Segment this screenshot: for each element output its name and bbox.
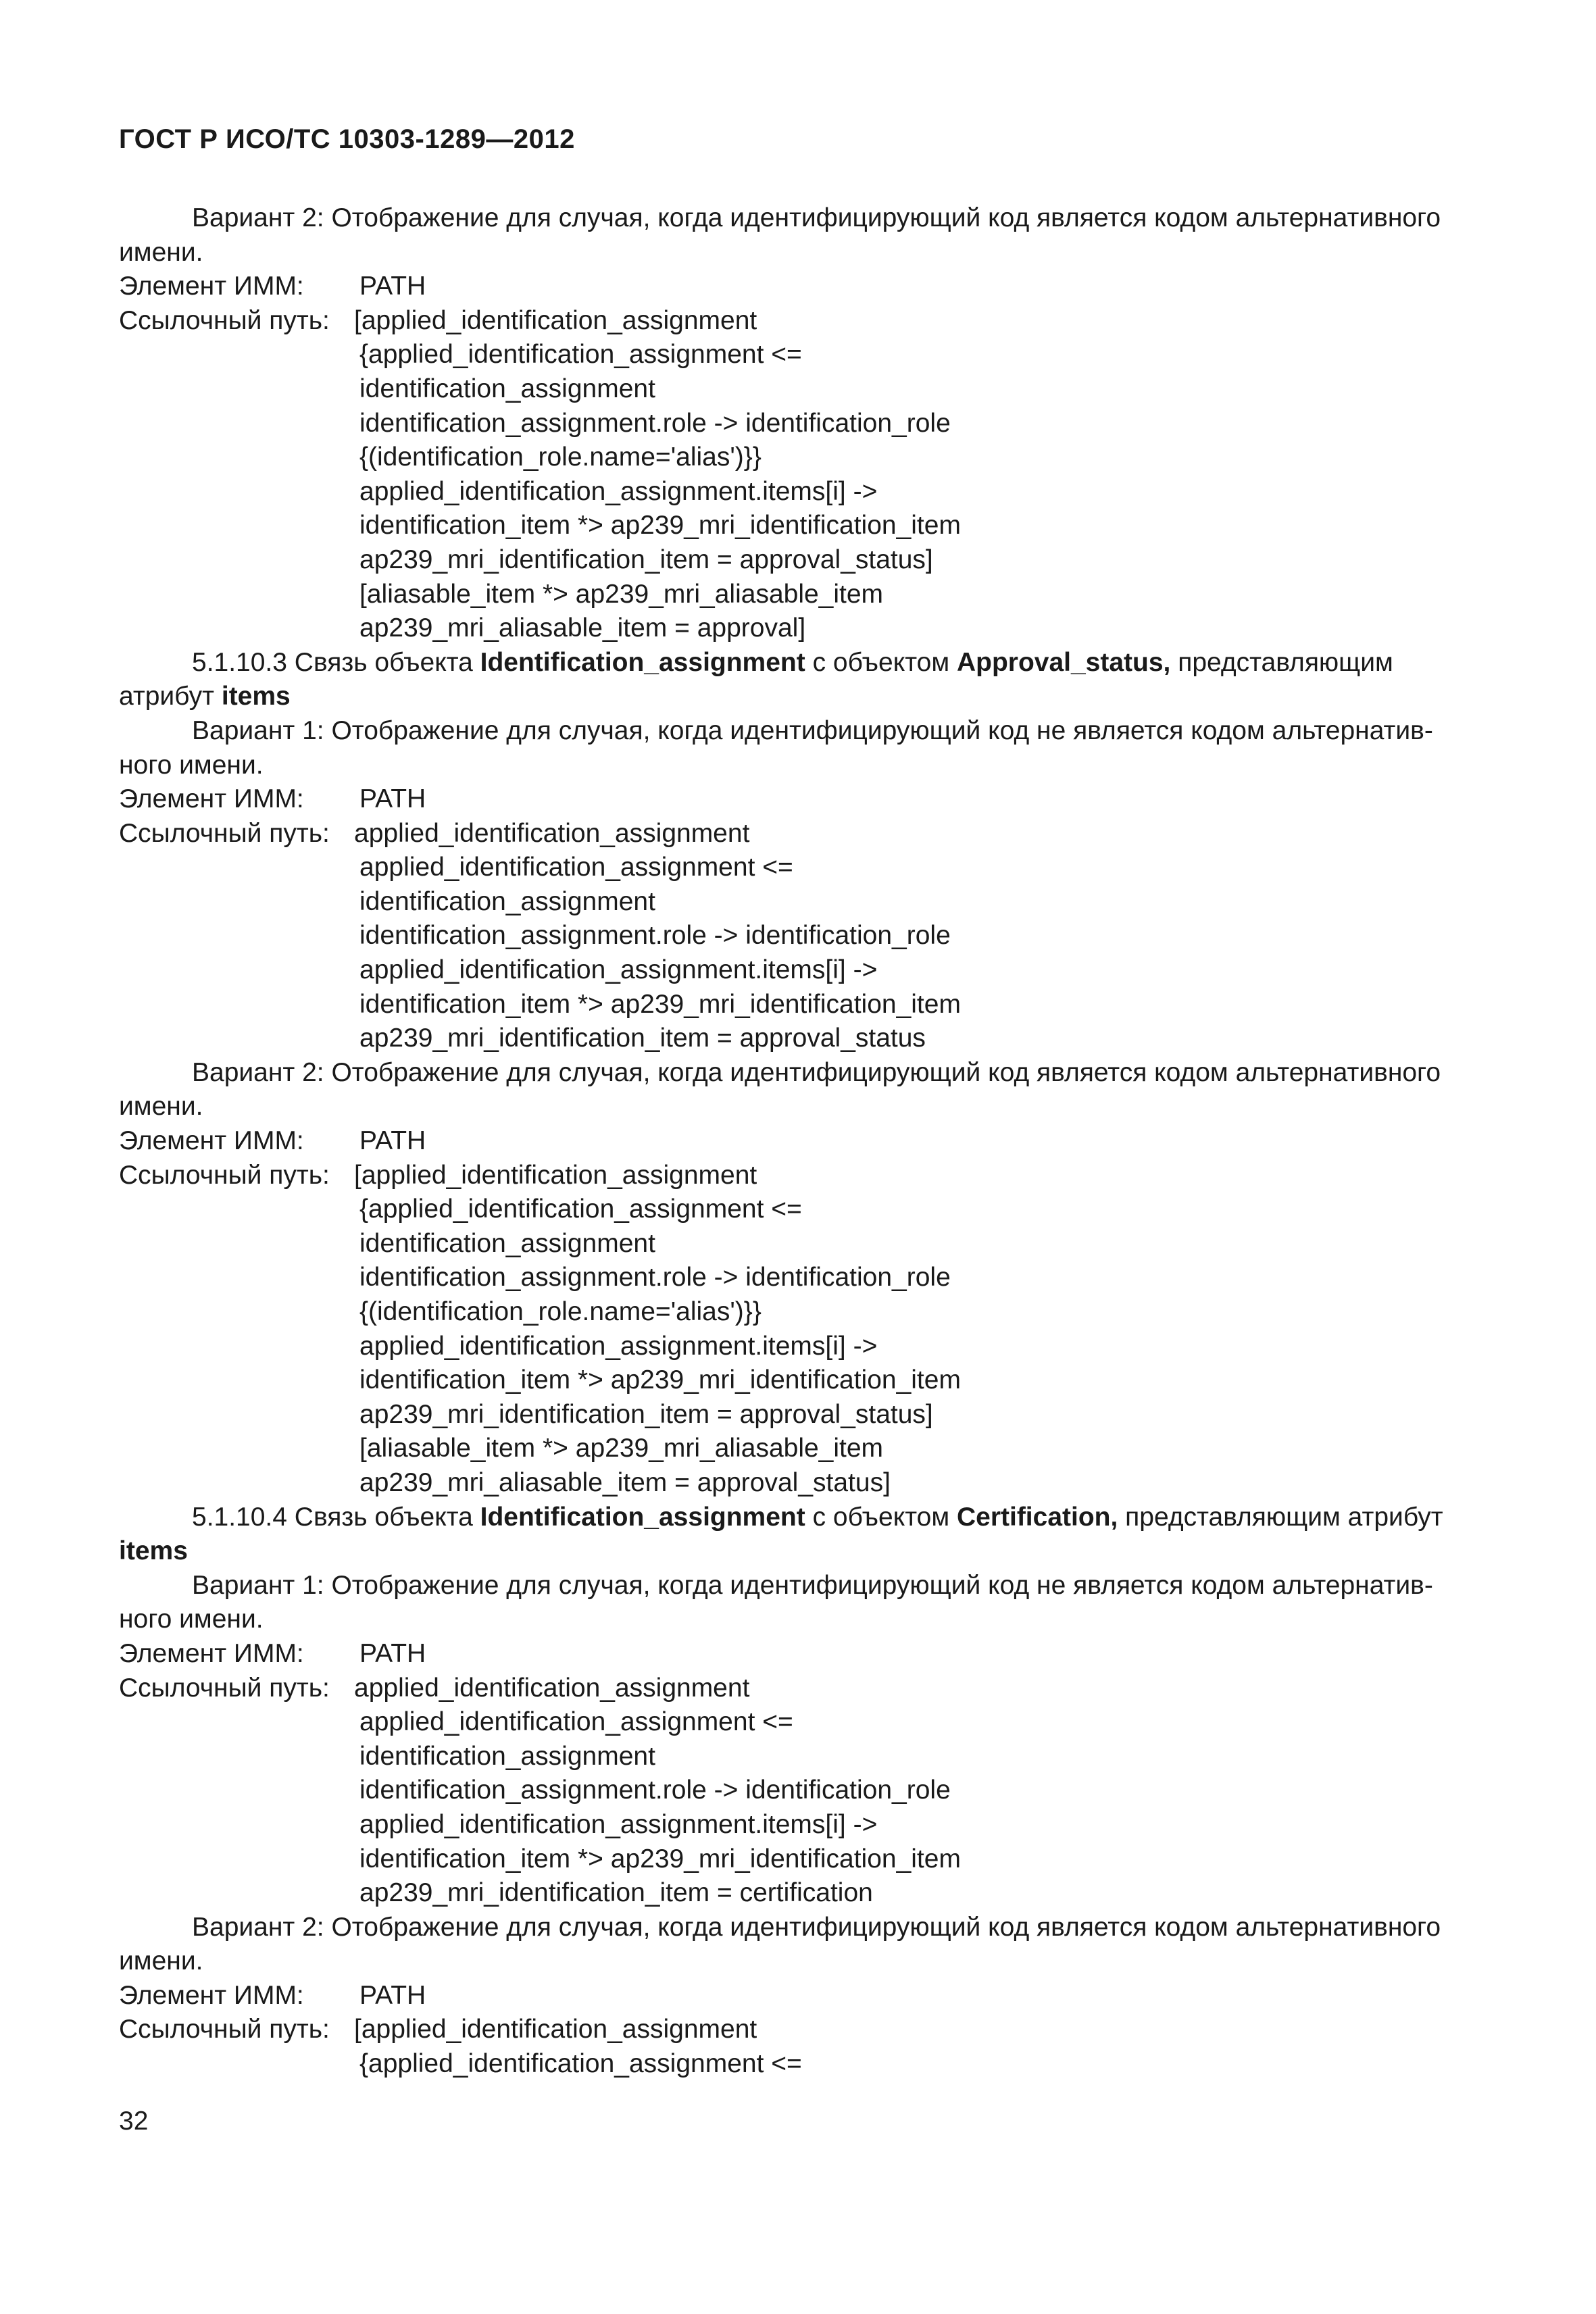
path-line: identification_assignment [359,1228,655,1258]
path-line: {applied_identification_assignment <= [359,2049,802,2079]
variant-line-cont: имени. [119,1092,203,1122]
reference-path-row [119,1671,1491,1706]
path-line: identification_item *> ap239_mri_identification_item [359,989,961,1019]
reference-path-row [119,304,1491,338]
path-line: identification_item *> ap239_mri_identification_item [359,1365,961,1395]
reference-label: Ссылочный путь: [119,818,330,848]
variant-line: Вариант 2: Отображение для случая, когда идентифицирующий код является кодом альтернативного [192,203,1441,232]
reference-label: Ссылочный путь: [119,1673,330,1703]
variant-line: Вариант 2: Отображение для случая, когда идентифицирующий код является кодом альтернативного [192,1057,1441,1087]
document-body [119,201,1491,2082]
path-line: ap239_mri_identification_item = approval_status] [359,545,933,574]
reference-label: Ссылочный путь: [119,1160,330,1190]
path-line: applied_identification_assignment <= [359,1707,793,1737]
path-line: identification_assignment.role -> identification_role [359,1776,951,1805]
path-line: ap239_mri_identification_item = certification [359,1878,873,1908]
element-row [119,782,1491,817]
element-label: Элемент ИММ: [119,272,304,301]
element-row [119,1637,1491,1671]
variant-line: Вариант 1: Отображение для случая, когда идентифицирующий код не является кодом альтернатив- [192,715,1433,745]
document-header: ГОСТ Р ИСО/ТС 10303-1289—2012 [119,124,575,154]
page-number: 32 [119,2107,149,2136]
variant-line-cont: имени. [119,237,203,267]
entity-name: Identification_assignment [480,1502,805,1532]
path-line: [applied_identification_assignment [354,305,757,335]
path-line: [applied_identification_assignment [354,1160,757,1190]
element-value: PATH [359,272,426,301]
path-line: applied_identification_assignment.items[i] -> [359,955,878,985]
attribute-name: items [119,1536,188,1566]
element-row [119,1979,1491,2013]
element-value: PATH [359,1126,426,1156]
path-line: {(identification_role.name='alias')}} [359,1297,762,1326]
reference-label: Ссылочный путь: [119,2015,330,2044]
element-label: Элемент ИММ: [119,1638,304,1668]
path-line: [aliasable_item *> ap239_mri_aliasable_item [359,1434,884,1463]
element-value: PATH [359,1638,426,1668]
path-line: [applied_identification_assignment [354,2015,757,2044]
path-line: identification_assignment [359,886,655,916]
path-line: ap239_mri_identification_item = approval_status] [359,1399,933,1429]
path-line: {applied_identification_assignment <= [359,340,802,370]
element-row [119,270,1491,304]
path-line: {applied_identification_assignment <= [359,1194,802,1224]
variant-line-cont: ного имени. [119,750,264,780]
path-line: applied_identification_assignment <= [359,853,793,882]
path-line: applied_identification_assignment.items[i] -> [359,476,878,506]
path-line: identification_item *> ap239_mri_identification_item [359,511,961,540]
path-line: ap239_mri_aliasable_item = approval] [359,613,806,643]
path-line: identification_assignment [359,1741,655,1771]
element-row [119,1124,1491,1159]
section-heading-cont: атрибут items [119,682,291,711]
path-line: [aliasable_item *> ap239_mri_aliasable_item [359,579,884,609]
element-value: PATH [359,1980,426,2010]
path-line: applied_identification_assignment [354,1673,750,1703]
reference-path-row [119,817,1491,851]
path-line: ap239_mri_aliasable_item = approval_status] [359,1467,891,1497]
reference-label: Ссылочный путь: [119,305,330,335]
path-line: ap239_mri_identification_item = approval_status [359,1024,926,1053]
element-label: Элемент ИММ: [119,1980,304,2010]
attribute-name: items [221,682,291,711]
entity-name: Approval_status, [956,647,1171,677]
path-line: identification_assignment.role -> identification_role [359,408,951,438]
path-line: identification_assignment.role -> identification_role [359,921,951,951]
section-heading-cont [119,1534,1491,1569]
section-heading: 5.1.10.3 Связь объекта Identification_assignment с объектом Approval_status, представляющим [192,647,1393,677]
element-value: PATH [359,784,426,814]
path-line: identification_assignment.role -> identification_role [359,1263,951,1292]
entity-name: Identification_assignment [480,647,805,677]
section-heading: 5.1.10.4 Связь объекта Identification_assignment с объектом Certification, представляющим атрибут [192,1502,1443,1532]
reference-path-row [119,2013,1491,2047]
variant-line: Вариант 1: Отображение для случая, когда идентифицирующий код не является кодом альтернатив- [192,1570,1433,1600]
path-line: applied_identification_assignment.items[i] -> [359,1809,878,1839]
variant-line-cont: имени. [119,1946,203,1976]
variant-line: Вариант 2: Отображение для случая, когда идентифицирующий код является кодом альтернативного [192,1912,1441,1942]
reference-path-row [119,1159,1491,1193]
path-line: identification_item *> ap239_mri_identification_item [359,1844,961,1873]
entity-name: Certification, [956,1502,1118,1532]
path-line: applied_identification_assignment [354,818,750,848]
path-line: applied_identification_assignment.items[i] -> [359,1331,878,1361]
path-line: identification_assignment [359,374,655,403]
path-line: {(identification_role.name='alias')}} [359,443,762,472]
element-label: Элемент ИММ: [119,784,304,814]
variant-line-cont: ного имени. [119,1605,264,1634]
element-label: Элемент ИММ: [119,1126,304,1156]
